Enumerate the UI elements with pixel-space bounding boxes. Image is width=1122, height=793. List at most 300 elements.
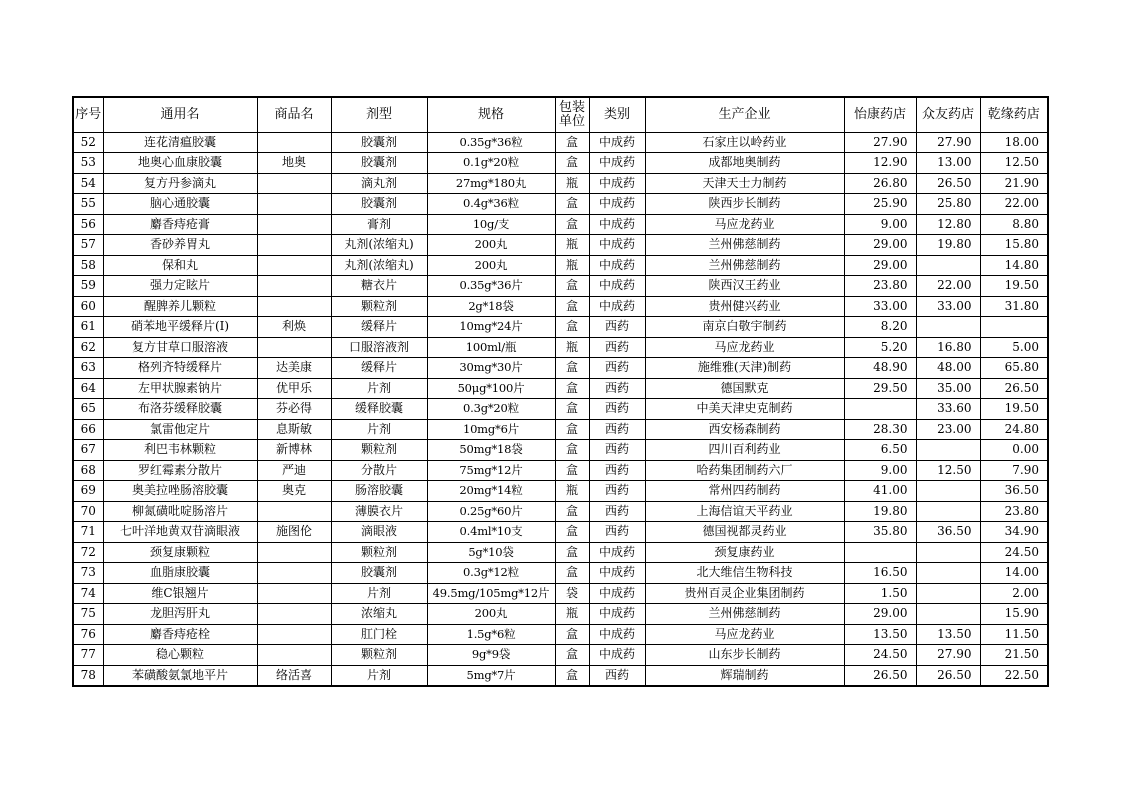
cell-price-zhongyou [916,501,980,522]
cell-generic-name: 格列齐特缓释片 [103,358,257,379]
cell-package-unit: 瓶 [555,173,589,194]
cell-package-unit: 瓶 [555,255,589,276]
cell-trade-name [257,194,331,215]
cell-manufacturer: 兰州佛慈制药 [645,604,844,625]
cell-trade-name: 地奥 [257,153,331,174]
table-row [73,419,1048,440]
cell-trade-name [257,173,331,194]
cell-spec: 200丸 [427,255,555,276]
header-manufacturer: 生产企业 [645,97,844,132]
drug-price-table [72,96,1049,687]
cell-price-yikang [844,542,916,563]
cell-price-zhongyou: 27.90 [916,132,980,153]
cell-price-qianyuan: 23.80 [980,501,1048,522]
cell-generic-name: 布洛芬缓释胶囊 [103,399,257,420]
cell-price-yikang: 6.50 [844,440,916,461]
header-row [73,97,1048,132]
cell-manufacturer: 常州四药制药 [645,481,844,502]
cell-index: 75 [73,604,103,625]
cell-price-zhongyou: 33.00 [916,296,980,317]
cell-price-qianyuan: 34.90 [980,522,1048,543]
cell-generic-name: 七叶洋地黄双苷滴眼液 [103,522,257,543]
cell-price-yikang: 12.90 [844,153,916,174]
cell-manufacturer: 辉瑞制药 [645,665,844,686]
table-row [73,583,1048,604]
cell-price-zhongyou: 16.80 [916,337,980,358]
table-row [73,624,1048,645]
cell-price-zhongyou: 19.80 [916,235,980,256]
cell-price-yikang: 25.90 [844,194,916,215]
cell-spec: 10g/支 [427,214,555,235]
cell-generic-name: 强力定眩片 [103,276,257,297]
cell-package-unit: 袋 [555,583,589,604]
cell-category: 西药 [589,481,645,502]
cell-category: 中成药 [589,214,645,235]
cell-price-qianyuan: 7.90 [980,460,1048,481]
table-row [73,255,1048,276]
cell-index: 72 [73,542,103,563]
cell-trade-name [257,296,331,317]
cell-manufacturer: 马应龙药业 [645,337,844,358]
cell-spec: 1.5g*6粒 [427,624,555,645]
cell-price-qianyuan: 19.50 [980,399,1048,420]
cell-price-zhongyou: 12.50 [916,460,980,481]
cell-price-zhongyou [916,583,980,604]
cell-spec: 27mg*180丸 [427,173,555,194]
cell-index: 61 [73,317,103,338]
cell-manufacturer: 陕西汉王药业 [645,276,844,297]
table-header [73,97,1048,132]
cell-generic-name: 左甲状腺素钠片 [103,378,257,399]
cell-price-qianyuan: 5.00 [980,337,1048,358]
table-row [73,481,1048,502]
table-row [73,645,1048,666]
cell-dosage-form: 颗粒剂 [331,542,427,563]
cell-trade-name [257,276,331,297]
header-pharmacy-yikang: 怡康药店 [844,97,916,132]
cell-price-zhongyou: 35.00 [916,378,980,399]
cell-price-yikang: 27.90 [844,132,916,153]
cell-generic-name: 颈复康颗粒 [103,542,257,563]
cell-category: 西药 [589,501,645,522]
cell-category: 西药 [589,399,645,420]
cell-price-qianyuan: 14.00 [980,563,1048,584]
cell-trade-name [257,583,331,604]
cell-dosage-form: 膏剂 [331,214,427,235]
cell-category: 中成药 [589,173,645,194]
cell-package-unit: 盒 [555,624,589,645]
cell-price-zhongyou: 26.50 [916,173,980,194]
header-dosage-form: 剂型 [331,97,427,132]
cell-manufacturer: 成都地奥制药 [645,153,844,174]
cell-price-yikang: 29.00 [844,255,916,276]
cell-spec: 10mg*24片 [427,317,555,338]
cell-index: 52 [73,132,103,153]
cell-dosage-form: 薄膜衣片 [331,501,427,522]
cell-price-zhongyou [916,563,980,584]
cell-trade-name: 新博林 [257,440,331,461]
cell-generic-name: 复方甘草口服溶液 [103,337,257,358]
cell-dosage-form: 丸剂(浓缩丸) [331,255,427,276]
cell-generic-name: 香砂养胃丸 [103,235,257,256]
cell-price-qianyuan: 19.50 [980,276,1048,297]
cell-category: 中成药 [589,645,645,666]
cell-spec: 0.35g*36粒 [427,132,555,153]
cell-dosage-form: 口服溶液剂 [331,337,427,358]
cell-price-yikang: 33.00 [844,296,916,317]
cell-spec: 49.5mg/105mg*12片 [427,583,555,604]
cell-dosage-form: 滴丸剂 [331,173,427,194]
cell-generic-name: 地奥心血康胶囊 [103,153,257,174]
cell-trade-name [257,542,331,563]
cell-trade-name [257,604,331,625]
cell-price-yikang: 23.80 [844,276,916,297]
table-row [73,173,1048,194]
table-row [73,235,1048,256]
cell-spec: 2g*18袋 [427,296,555,317]
cell-dosage-form: 肠溶胶囊 [331,481,427,502]
cell-index: 77 [73,645,103,666]
cell-price-qianyuan: 12.50 [980,153,1048,174]
cell-price-yikang: 28.30 [844,419,916,440]
cell-price-qianyuan: 0.00 [980,440,1048,461]
cell-index: 58 [73,255,103,276]
cell-spec: 200丸 [427,604,555,625]
cell-manufacturer: 马应龙药业 [645,624,844,645]
cell-category: 中成药 [589,255,645,276]
cell-trade-name [257,501,331,522]
table-row [73,542,1048,563]
cell-price-yikang: 48.90 [844,358,916,379]
cell-price-qianyuan: 36.50 [980,481,1048,502]
cell-generic-name: 苯磺酸氨氯地平片 [103,665,257,686]
cell-dosage-form: 丸剂(浓缩丸) [331,235,427,256]
cell-manufacturer: 贵州百灵企业集团制药 [645,583,844,604]
table-row [73,296,1048,317]
cell-package-unit: 盒 [555,378,589,399]
cell-trade-name [257,214,331,235]
cell-manufacturer: 马应龙药业 [645,214,844,235]
cell-trade-name: 施图伦 [257,522,331,543]
cell-price-yikang: 19.80 [844,501,916,522]
cell-price-qianyuan: 26.50 [980,378,1048,399]
cell-dosage-form: 片剂 [331,665,427,686]
cell-generic-name: 罗红霉素分散片 [103,460,257,481]
cell-price-qianyuan: 15.90 [980,604,1048,625]
cell-category: 西药 [589,522,645,543]
cell-category: 西药 [589,317,645,338]
cell-spec: 9g*9袋 [427,645,555,666]
cell-price-qianyuan [980,317,1048,338]
cell-price-zhongyou [916,542,980,563]
cell-category: 西药 [589,440,645,461]
cell-category: 西药 [589,337,645,358]
cell-price-yikang: 24.50 [844,645,916,666]
cell-price-zhongyou: 12.80 [916,214,980,235]
cell-spec: 0.1g*20粒 [427,153,555,174]
cell-price-yikang: 9.00 [844,214,916,235]
cell-category: 中成药 [589,624,645,645]
cell-package-unit: 盒 [555,132,589,153]
cell-generic-name: 龙胆泻肝丸 [103,604,257,625]
cell-spec: 100ml/瓶 [427,337,555,358]
cell-price-zhongyou: 26.50 [916,665,980,686]
cell-price-zhongyou [916,317,980,338]
cell-price-yikang: 41.00 [844,481,916,502]
table-row [73,460,1048,481]
cell-index: 73 [73,563,103,584]
table-row [73,276,1048,297]
cell-manufacturer: 德国视都灵药业 [645,522,844,543]
table-row [73,153,1048,174]
cell-spec: 5g*10袋 [427,542,555,563]
cell-category: 中成药 [589,132,645,153]
cell-price-qianyuan: 22.50 [980,665,1048,686]
cell-trade-name: 达美康 [257,358,331,379]
cell-index: 66 [73,419,103,440]
table-row [73,194,1048,215]
cell-generic-name: 脑心通胶囊 [103,194,257,215]
cell-manufacturer: 西安杨森制药 [645,419,844,440]
cell-price-zhongyou: 33.60 [916,399,980,420]
cell-manufacturer: 山东步长制药 [645,645,844,666]
cell-category: 中成药 [589,542,645,563]
cell-price-zhongyou: 27.90 [916,645,980,666]
cell-package-unit: 盒 [555,440,589,461]
cell-manufacturer: 施维雅(天津)制药 [645,358,844,379]
cell-index: 59 [73,276,103,297]
cell-price-qianyuan: 65.80 [980,358,1048,379]
cell-category: 西药 [589,665,645,686]
cell-index: 76 [73,624,103,645]
cell-category: 中成药 [589,604,645,625]
cell-manufacturer: 兰州佛慈制药 [645,255,844,276]
cell-generic-name: 醒脾养儿颗粒 [103,296,257,317]
cell-manufacturer: 天津天士力制药 [645,173,844,194]
cell-index: 53 [73,153,103,174]
cell-package-unit: 盒 [555,542,589,563]
cell-generic-name: 复方丹参滴丸 [103,173,257,194]
cell-trade-name [257,645,331,666]
cell-spec: 75mg*12片 [427,460,555,481]
cell-package-unit: 盒 [555,194,589,215]
cell-price-yikang: 9.00 [844,460,916,481]
table-row [73,522,1048,543]
cell-spec: 50mg*18袋 [427,440,555,461]
cell-package-unit: 盒 [555,276,589,297]
cell-generic-name: 血脂康胶囊 [103,563,257,584]
cell-price-qianyuan: 24.50 [980,542,1048,563]
cell-generic-name: 稳心颗粒 [103,645,257,666]
cell-manufacturer: 上海信谊天平药业 [645,501,844,522]
table-row [73,399,1048,420]
header-spec: 规格 [427,97,555,132]
cell-index: 54 [73,173,103,194]
cell-price-qianyuan: 21.50 [980,645,1048,666]
table-row [73,337,1048,358]
cell-spec: 10mg*6片 [427,419,555,440]
cell-spec: 0.3g*20粒 [427,399,555,420]
cell-manufacturer: 石家庄以岭药业 [645,132,844,153]
cell-category: 西药 [589,378,645,399]
cell-category: 中成药 [589,235,645,256]
cell-generic-name: 维C银翘片 [103,583,257,604]
header-category: 类别 [589,97,645,132]
cell-spec: 30mg*30片 [427,358,555,379]
cell-generic-name: 麝香痔疮栓 [103,624,257,645]
cell-category: 西药 [589,419,645,440]
cell-trade-name: 奥克 [257,481,331,502]
cell-price-yikang: 13.50 [844,624,916,645]
cell-price-yikang [844,399,916,420]
cell-manufacturer: 四川百利药业 [645,440,844,461]
cell-package-unit: 盒 [555,460,589,481]
cell-dosage-form: 颗粒剂 [331,296,427,317]
cell-manufacturer: 哈药集团制药六厂 [645,460,844,481]
cell-price-zhongyou: 23.00 [916,419,980,440]
header-generic-name: 通用名 [103,97,257,132]
cell-index: 60 [73,296,103,317]
cell-trade-name: 优甲乐 [257,378,331,399]
cell-dosage-form: 缓释片 [331,358,427,379]
cell-spec: 50μg*100片 [427,378,555,399]
table-row [73,317,1048,338]
cell-dosage-form: 缓释胶囊 [331,399,427,420]
cell-package-unit: 盒 [555,214,589,235]
table-row [73,665,1048,686]
cell-package-unit: 盒 [555,665,589,686]
cell-manufacturer: 贵州健兴药业 [645,296,844,317]
cell-package-unit: 盒 [555,563,589,584]
cell-price-yikang: 8.20 [844,317,916,338]
table-body [73,132,1048,686]
cell-generic-name: 柳氮磺吡啶肠溶片 [103,501,257,522]
cell-price-yikang: 29.00 [844,604,916,625]
cell-spec: 0.35g*36片 [427,276,555,297]
cell-package-unit: 盒 [555,296,589,317]
cell-category: 中成药 [589,563,645,584]
cell-manufacturer: 颈复康药业 [645,542,844,563]
cell-index: 63 [73,358,103,379]
cell-price-yikang: 26.80 [844,173,916,194]
cell-package-unit: 盒 [555,358,589,379]
cell-dosage-form: 胶囊剂 [331,194,427,215]
cell-spec: 0.4g*36粒 [427,194,555,215]
cell-dosage-form: 糖衣片 [331,276,427,297]
table-row [73,501,1048,522]
cell-price-yikang: 26.50 [844,665,916,686]
cell-price-zhongyou: 13.00 [916,153,980,174]
cell-price-yikang: 29.50 [844,378,916,399]
cell-index: 55 [73,194,103,215]
cell-spec: 200丸 [427,235,555,256]
cell-manufacturer: 兰州佛慈制药 [645,235,844,256]
cell-price-yikang: 5.20 [844,337,916,358]
cell-index: 67 [73,440,103,461]
cell-price-qianyuan: 22.00 [980,194,1048,215]
cell-package-unit: 瓶 [555,604,589,625]
cell-dosage-form: 片剂 [331,419,427,440]
cell-price-qianyuan: 31.80 [980,296,1048,317]
cell-index: 56 [73,214,103,235]
cell-price-zhongyou [916,440,980,461]
cell-category: 中成药 [589,153,645,174]
cell-category: 中成药 [589,296,645,317]
cell-index: 62 [73,337,103,358]
cell-index: 57 [73,235,103,256]
cell-package-unit: 盒 [555,645,589,666]
cell-spec: 0.4ml*10支 [427,522,555,543]
cell-index: 64 [73,378,103,399]
cell-price-zhongyou: 36.50 [916,522,980,543]
cell-spec: 0.3g*12粒 [427,563,555,584]
cell-dosage-form: 分散片 [331,460,427,481]
cell-manufacturer: 陕西步长制药 [645,194,844,215]
cell-index: 65 [73,399,103,420]
cell-dosage-form: 片剂 [331,378,427,399]
cell-dosage-form: 颗粒剂 [331,645,427,666]
cell-index: 68 [73,460,103,481]
header-trade-name: 商品名 [257,97,331,132]
cell-dosage-form: 滴眼液 [331,522,427,543]
cell-dosage-form: 片剂 [331,583,427,604]
cell-trade-name [257,235,331,256]
table-row [73,378,1048,399]
table-row [73,132,1048,153]
cell-dosage-form: 缓释片 [331,317,427,338]
cell-price-yikang: 16.50 [844,563,916,584]
cell-category: 中成药 [589,583,645,604]
cell-category: 中成药 [589,276,645,297]
cell-manufacturer: 南京白敬宇制药 [645,317,844,338]
cell-trade-name: 严迪 [257,460,331,481]
cell-package-unit: 盒 [555,501,589,522]
cell-dosage-form: 胶囊剂 [331,563,427,584]
header-pharmacy-qianyuan: 乾缘药店 [980,97,1048,132]
cell-dosage-form: 颗粒剂 [331,440,427,461]
cell-price-qianyuan: 18.00 [980,132,1048,153]
cell-package-unit: 盒 [555,399,589,420]
cell-spec: 5mg*7片 [427,665,555,686]
table-row [73,563,1048,584]
cell-index: 70 [73,501,103,522]
cell-price-zhongyou: 22.00 [916,276,980,297]
cell-package-unit: 盒 [555,419,589,440]
cell-manufacturer: 北大维信生物科技 [645,563,844,584]
cell-spec: 0.25g*60片 [427,501,555,522]
cell-price-zhongyou [916,481,980,502]
cell-category: 西药 [589,358,645,379]
cell-index: 78 [73,665,103,686]
cell-price-zhongyou [916,255,980,276]
cell-trade-name [257,563,331,584]
cell-index: 74 [73,583,103,604]
cell-price-qianyuan: 21.90 [980,173,1048,194]
cell-generic-name: 保和丸 [103,255,257,276]
cell-price-qianyuan: 2.00 [980,583,1048,604]
header-pharmacy-zhongyou: 众友药店 [916,97,980,132]
cell-generic-name: 连花清瘟胶囊 [103,132,257,153]
cell-trade-name: 络活喜 [257,665,331,686]
cell-trade-name [257,255,331,276]
cell-price-zhongyou [916,604,980,625]
cell-generic-name: 氯雷他定片 [103,419,257,440]
cell-price-yikang: 29.00 [844,235,916,256]
cell-price-yikang: 1.50 [844,583,916,604]
cell-package-unit: 瓶 [555,481,589,502]
cell-package-unit: 盒 [555,153,589,174]
cell-dosage-form: 胶囊剂 [331,132,427,153]
